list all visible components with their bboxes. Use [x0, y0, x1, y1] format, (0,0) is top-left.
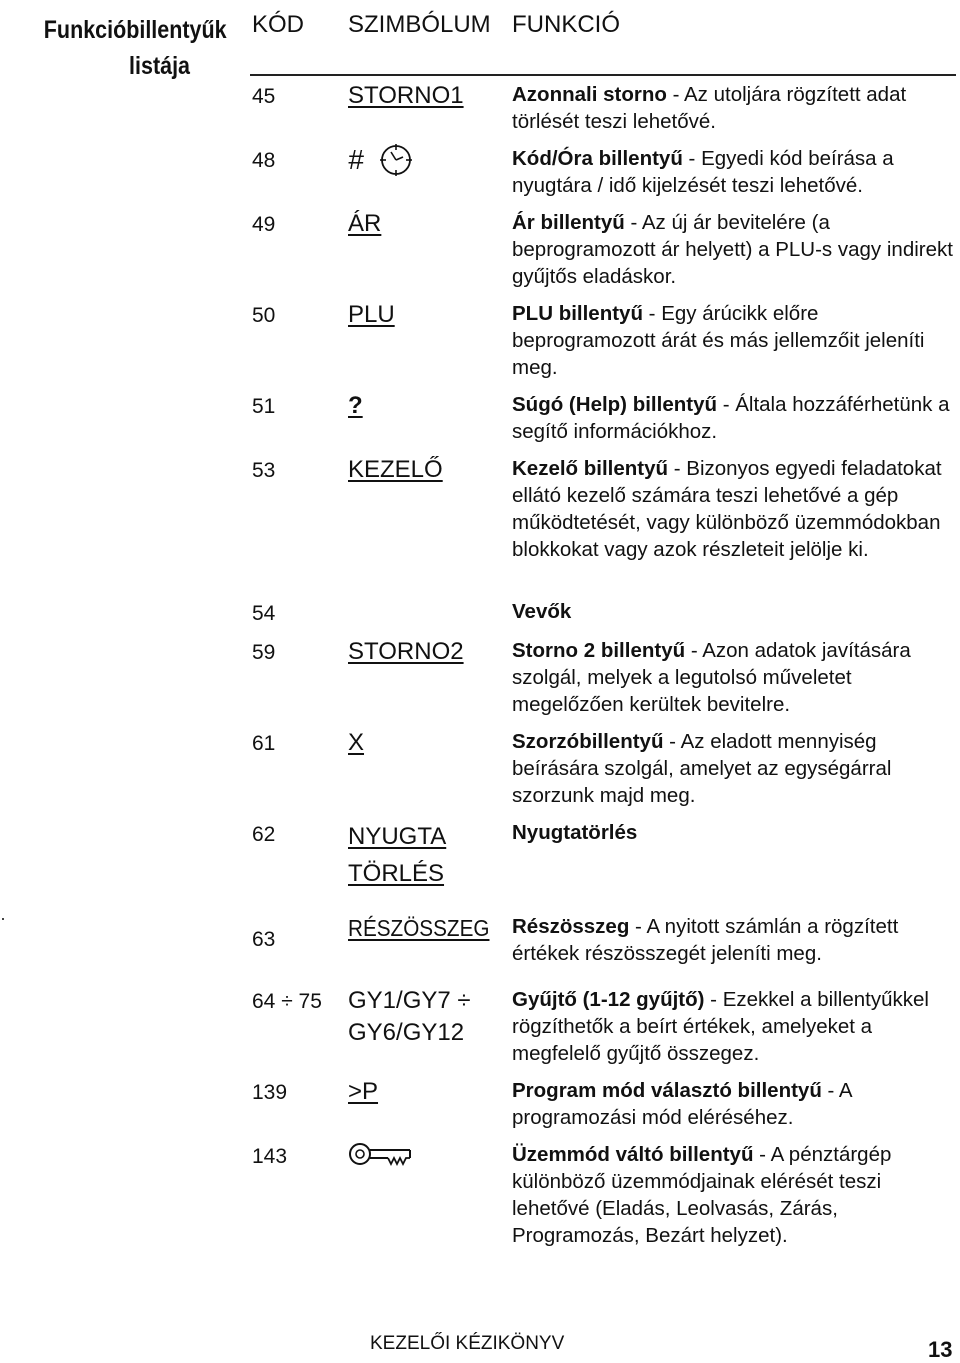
function-desc: - A pénztárgép különböző üzemmódjainak elérését teszi lehetővé (Eladás, Leolvasás, Zárás, Programozás, Bezárt helyzet).: [512, 1143, 892, 1247]
row-symbol: STORNO1: [348, 82, 464, 109]
header-code: KÓD: [252, 11, 305, 38]
row-function: [512, 598, 957, 625]
row-symbol: [348, 985, 471, 1049]
row-code: 50: [252, 304, 276, 327]
row-symbol: RÉSZÖSSZEG: [348, 915, 490, 941]
row-symbol-line-2: GY6/GY12: [348, 1019, 465, 1046]
function-name: Nyugtatörlés: [512, 821, 638, 844]
row-symbol: >P: [348, 1078, 379, 1105]
function-name: Szorzóbillentyű: [512, 730, 664, 753]
row-function: [512, 391, 957, 445]
row-function: [512, 81, 957, 135]
function-name: Storno 2 billentyű: [512, 639, 686, 662]
row-function: [512, 819, 957, 846]
row-code: 143: [252, 1145, 288, 1168]
row-function: [512, 209, 957, 290]
row-symbol: X: [348, 729, 365, 756]
page-number: 13: [928, 1337, 953, 1362]
function-desc: - A programozási mód eléréséhez.: [512, 1079, 852, 1129]
row-code: 63: [252, 928, 276, 951]
row-code: 45: [252, 85, 276, 108]
function-name: Program mód választó billentyű: [512, 1079, 822, 1102]
function-name: Kezelő billentyű: [512, 457, 669, 480]
row-symbol-line-1: GY1/GY7 ÷: [348, 987, 471, 1014]
function-desc: - Egy árúcikk előre beprogramozott árát és más jellemzőit jeleníti meg.: [512, 302, 925, 379]
header-function: FUNKCIÓ: [512, 11, 620, 38]
row-code: 49: [252, 213, 276, 236]
row-code: 54: [252, 602, 276, 625]
function-name: Üzemmód váltó billentyű: [512, 1143, 754, 1166]
row-code: 48: [252, 149, 276, 172]
function-desc: - Az utoljára rögzített adat törlését teszi lehetővé.: [512, 83, 907, 133]
row-symbol: #: [348, 144, 364, 175]
row-function: [512, 145, 957, 199]
row-symbol-line-1: NYUGTA: [348, 823, 447, 850]
side-title: [43, 12, 227, 84]
header-rule: [250, 74, 956, 76]
stray-mark: [2, 918, 4, 920]
header-symbol: SZIMBÓLUM: [348, 11, 491, 38]
side-title-line-1: Funkcióbillentyűk: [43, 16, 227, 44]
function-desc: - Egyedi kód beírása a nyugtára / idő kijelzését teszi lehetővé.: [512, 147, 894, 197]
row-function: [512, 300, 957, 381]
function-name: PLU billentyű: [512, 302, 643, 325]
footer-title: KEZELŐI KÉZIKÖNYV: [370, 1333, 565, 1354]
function-desc: - A nyitott számlán a rögzített értékek részösszegét jeleníti meg.: [512, 915, 899, 965]
row-function: [512, 637, 957, 718]
row-code: 59: [252, 641, 276, 664]
row-symbol-line-2: TÖRLÉS: [348, 860, 445, 887]
row-function: [512, 986, 957, 1067]
function-name: Ár billentyű: [512, 211, 625, 234]
row-code: 139: [252, 1081, 288, 1104]
function-desc: - Azon adatok javítására szolgál, melyek a legutolsó műveletet megelőzően kerültek bevitelre.: [512, 639, 911, 716]
row-function: [512, 455, 957, 563]
row-symbol: ÁR: [348, 210, 382, 237]
function-name: Kód/Óra billentyű: [512, 147, 683, 170]
key-icon: [348, 1140, 412, 1170]
function-desc: - Általa hozzáférhetünk a segítő információkhoz.: [512, 393, 950, 443]
function-name: Azonnali storno: [512, 83, 667, 106]
function-name: Részösszeg: [512, 915, 630, 938]
row-code: 64 ÷ 75: [252, 990, 322, 1013]
function-desc: - Az új ár bevitelére (a beprogramozott ár helyett) a PLU-s vagy indirekt gyűjtős eladáskor.: [512, 211, 953, 288]
row-symbol: STORNO2: [348, 638, 464, 665]
row-code: 61: [252, 732, 276, 755]
row-symbol: [348, 818, 446, 892]
row-symbol: KEZELŐ: [348, 456, 443, 483]
row-function: [512, 728, 957, 809]
row-code: 53: [252, 459, 276, 482]
function-name: Vevők: [512, 600, 572, 623]
row-function: [512, 913, 957, 967]
function-desc: - Az eladott mennyiség beírására szolgál, amelyet az egységárral szorzunk majd meg.: [512, 730, 892, 807]
row-symbol: PLU: [348, 301, 395, 328]
function-name: Gyűjtő (1-12 gyűjtő): [512, 988, 705, 1011]
row-code: 51: [252, 395, 276, 418]
side-title-line-2: listája: [129, 52, 190, 80]
row-function: [512, 1141, 957, 1249]
row-symbol: ?: [348, 392, 363, 419]
function-desc: - Ezekkel a billentyűkkel rögzíthetők a beírt értékek, amelyeket a megfelelő gyűjtő összegez.: [512, 988, 929, 1065]
clock-icon: [378, 142, 414, 178]
row-code: 62: [252, 823, 276, 846]
function-name: Súgó (Help) billentyű: [512, 393, 717, 416]
function-desc: - Bizonyos egyedi feladatokat ellátó kezelő számára teszi lehetővé a gép működtetését, vagy különböző üzemmódokban blokkokat vagy azok részleteit jelölje ki.: [512, 457, 942, 561]
row-function: [512, 1077, 957, 1131]
